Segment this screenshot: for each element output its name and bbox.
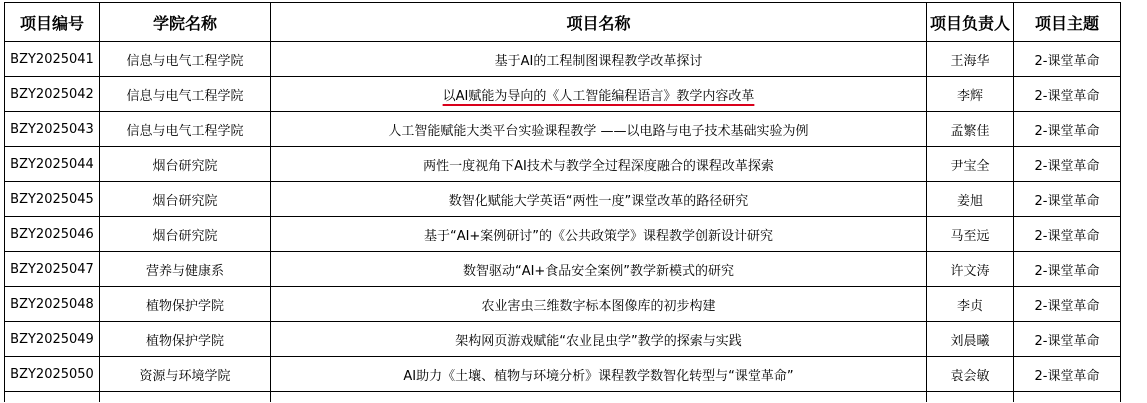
cell-project-name: 基于AI的工程制图课程教学改革探讨 — [271, 42, 927, 77]
cell-project-topic: 2-课堂革命 — [1014, 147, 1121, 182]
cell-project-name: 农业害虫三维数字标本图像库的初步构建 — [271, 287, 927, 322]
cell-project-topic: 2-课堂革命 — [1014, 182, 1121, 217]
cell-project-lead: 袁会敏 — [927, 357, 1014, 392]
table-row — [5, 112, 1121, 147]
cell-college-name: 信息与电气工程学院 — [100, 77, 271, 112]
cell-project-lead: 尹宝全 — [927, 147, 1014, 182]
table-body — [5, 42, 1121, 403]
project-table — [4, 2, 1121, 402]
header-college-name: 学院名称 — [100, 3, 271, 42]
cell-project-name: 基于“AI+案例研讨”的《公共政策学》课程教学创新设计研究 — [271, 217, 927, 252]
cell-project-code: BZY2025045 — [5, 182, 100, 217]
cell-project-name: 数智化赋能大学英语“两性一度”课堂改革的路径研究 — [271, 182, 927, 217]
cell-project-name: 架构网页游戏赋能“农业昆虫学”教学的探索与实践 — [271, 322, 927, 357]
cell-project-code: BZY2025041 — [5, 42, 100, 77]
cell-college-name: 信息与电气工程学院 — [100, 112, 271, 147]
table-row — [5, 252, 1121, 287]
cell-project-topic: 2-课堂革命 — [1014, 252, 1121, 287]
cell-project-code: BZY2025043 — [5, 112, 100, 147]
cell-project-code: BZY2025050 — [5, 357, 100, 392]
cell-college-name: 植物保护学院 — [100, 287, 271, 322]
cell-project-lead: 孟繁佳 — [927, 112, 1014, 147]
cell-project-topic: 2-课堂革命 — [1014, 77, 1121, 112]
cell-project-lead: 李贞 — [927, 287, 1014, 322]
header-row — [5, 3, 1121, 42]
cell-empty — [100, 392, 271, 403]
cell-project-lead: 刘晨曦 — [927, 322, 1014, 357]
table-row-cut-off — [5, 392, 1121, 403]
cell-project-lead: 李辉 — [927, 77, 1014, 112]
cell-empty — [271, 392, 927, 403]
cell-empty — [1014, 392, 1121, 403]
table-row-highlighted — [5, 77, 1121, 112]
header-project-name: 项目名称 — [271, 3, 927, 42]
cell-project-topic: 2-课堂革命 — [1014, 322, 1121, 357]
cell-college-name: 烟台研究院 — [100, 217, 271, 252]
cell-project-topic: 2-课堂革命 — [1014, 287, 1121, 322]
cell-project-name: AI助力《土壤、植物与环境分析》课程教学数智化转型与“课堂革命” — [271, 357, 927, 392]
cell-college-name: 信息与电气工程学院 — [100, 42, 271, 77]
cell-college-name: 资源与环境学院 — [100, 357, 271, 392]
table-row — [5, 217, 1121, 252]
cell-project-code: BZY2025042 — [5, 77, 100, 112]
cell-project-code: BZY2025049 — [5, 322, 100, 357]
cell-project-code: BZY2025047 — [5, 252, 100, 287]
cell-project-name: 两性一度视角下AI技术与教学全过程深度融合的课程改革探索 — [271, 147, 927, 182]
cell-empty — [927, 392, 1014, 403]
header-project-code: 项目编号 — [5, 3, 100, 42]
cell-project-topic: 2-课堂革命 — [1014, 217, 1121, 252]
cell-project-lead: 王海华 — [927, 42, 1014, 77]
highlighted-project-name: 以AI赋能为导向的《人工智能编程语言》教学内容改革 — [442, 88, 755, 104]
cell-college-name: 植物保护学院 — [100, 322, 271, 357]
cell-project-code: BZY2025048 — [5, 287, 100, 322]
table-row — [5, 287, 1121, 322]
cell-project-name — [271, 77, 927, 112]
table-row — [5, 147, 1121, 182]
cell-project-topic: 2-课堂革命 — [1014, 42, 1121, 77]
cell-project-lead: 姜旭 — [927, 182, 1014, 217]
cell-project-name: 数智驱动“AI+食品安全案例”教学新模式的研究 — [271, 252, 927, 287]
header-project-topic: 项目主题 — [1014, 3, 1121, 42]
cell-project-topic: 2-课堂革命 — [1014, 112, 1121, 147]
cell-project-lead: 许文涛 — [927, 252, 1014, 287]
table-row — [5, 322, 1121, 357]
table-row — [5, 182, 1121, 217]
cell-project-topic: 2-课堂革命 — [1014, 357, 1121, 392]
table-row — [5, 42, 1121, 77]
cell-project-lead: 马至远 — [927, 217, 1014, 252]
cell-empty — [5, 392, 100, 403]
cell-college-name: 烟台研究院 — [100, 147, 271, 182]
cell-project-name: 人工智能赋能大类平台实验课程教学 ——以电路与电子技术基础实验为例 — [271, 112, 927, 147]
cell-college-name: 营养与健康系 — [100, 252, 271, 287]
cell-project-code: BZY2025046 — [5, 217, 100, 252]
header-project-lead: 项目负责人 — [927, 3, 1014, 42]
cell-college-name: 烟台研究院 — [100, 182, 271, 217]
table-row — [5, 357, 1121, 392]
cell-project-code: BZY2025044 — [5, 147, 100, 182]
